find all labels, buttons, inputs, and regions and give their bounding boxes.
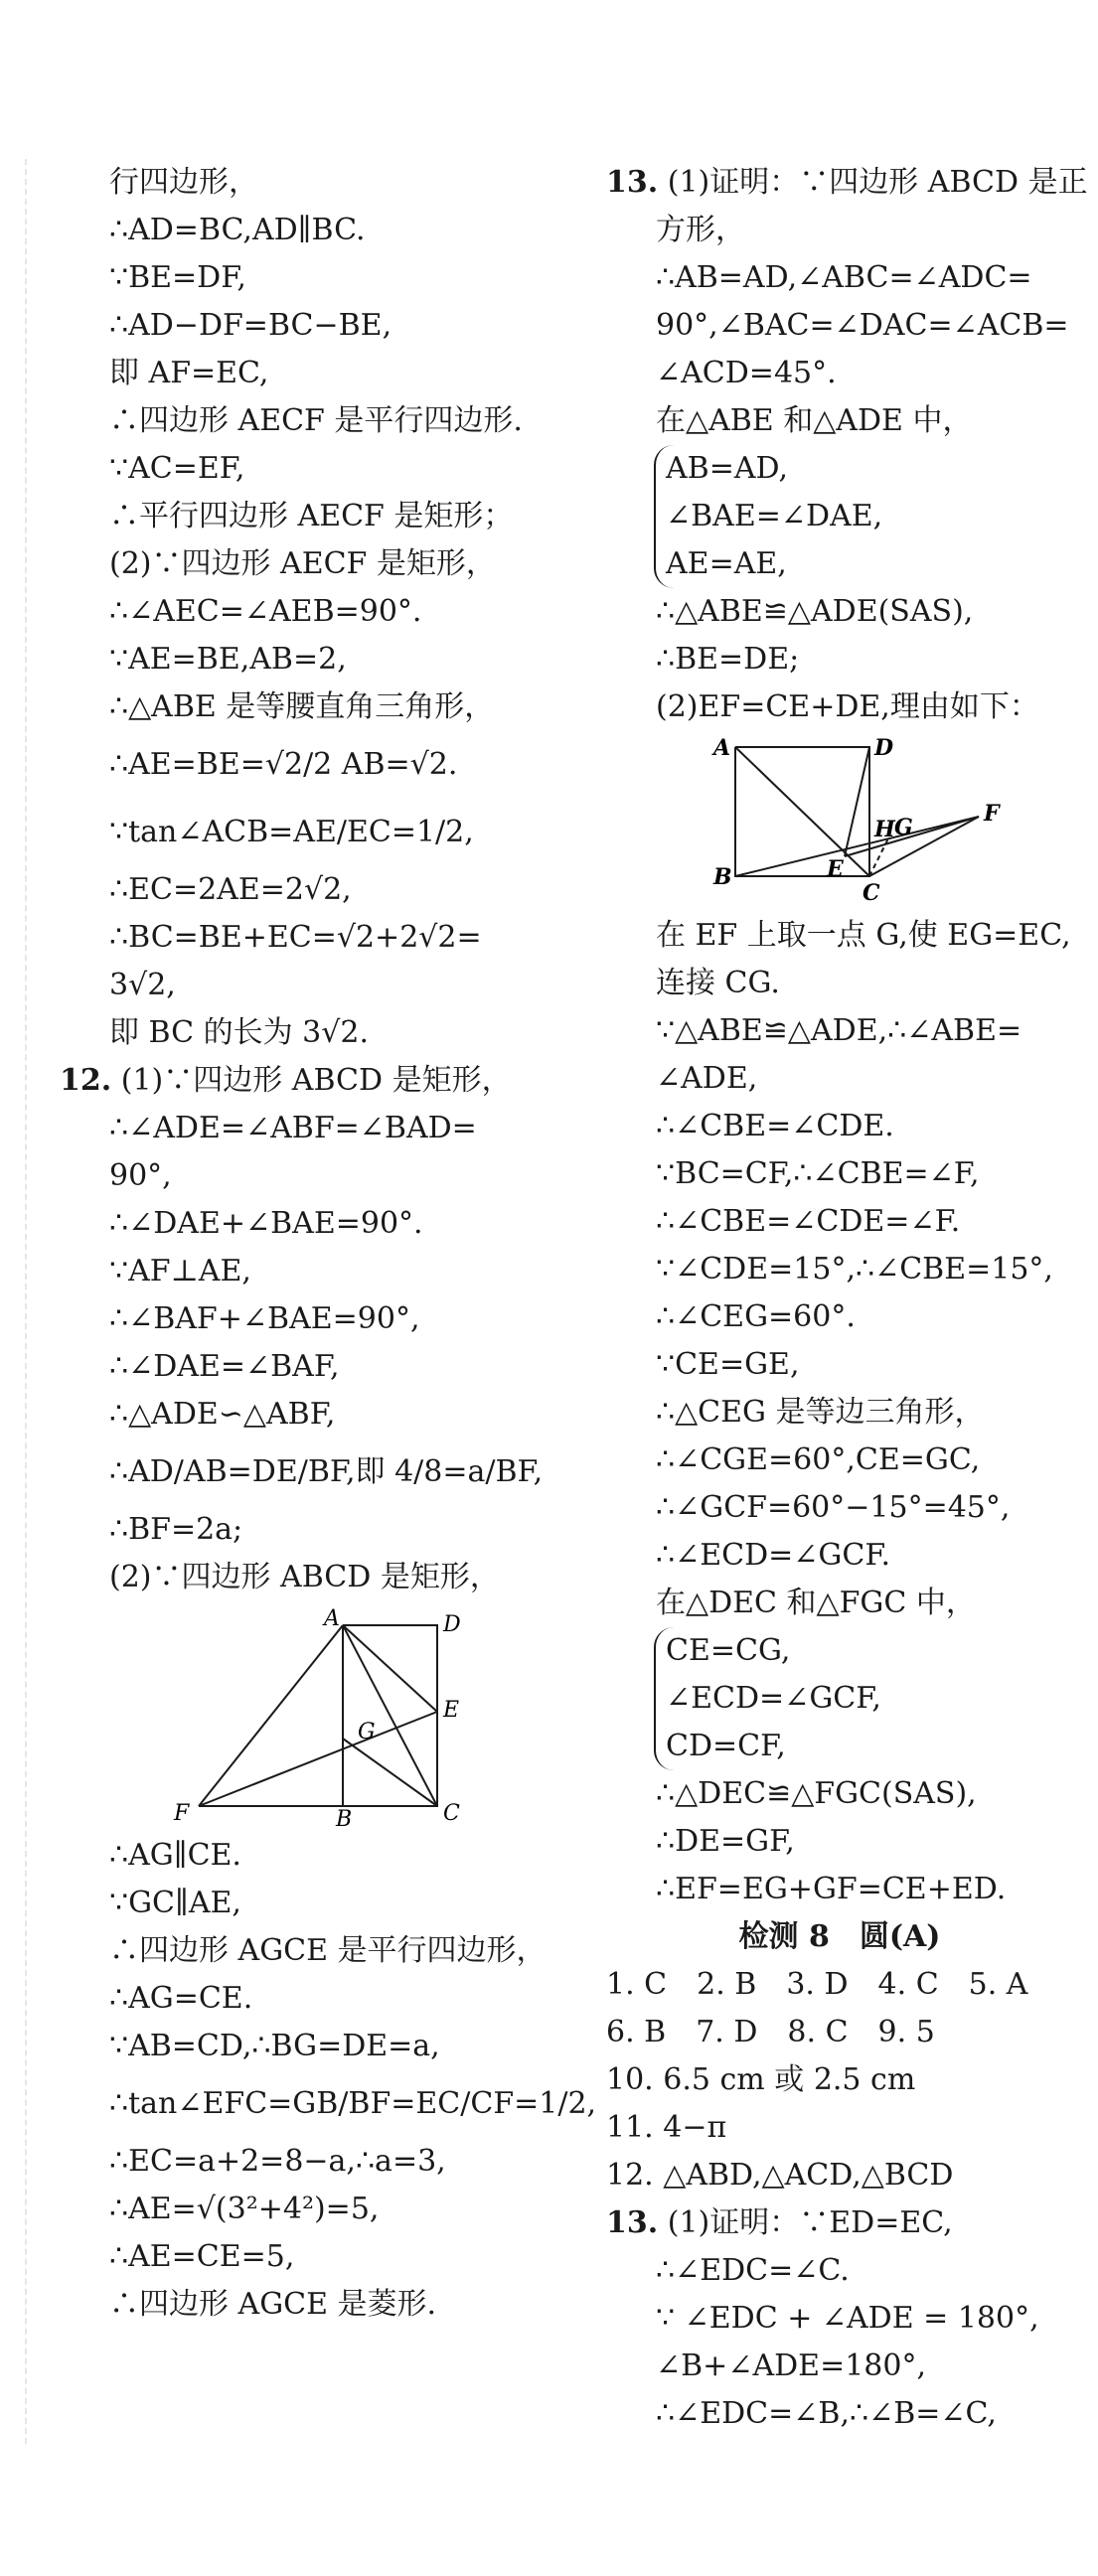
- figure-svg: [60, 1607, 547, 1826]
- text-line: ∴△ABE≌△ADE(SAS),: [656, 594, 974, 629]
- text-line: 90°,∠BAC=∠DAC=∠ACB=: [656, 308, 1069, 343]
- text-line: 在△DEC 和△FGC 中，: [656, 1586, 976, 1620]
- text-line: ∴∠EDC=∠C.: [656, 2253, 850, 2288]
- text-line: ∴平行四边形 AECF 是矩形；: [109, 499, 514, 533]
- text-line: ∴AE=CE=5,: [109, 2239, 295, 2274]
- text-line: 在△ABE 和△ADE 中，: [656, 403, 973, 438]
- text-line: ∠ECD=∠GCF,: [666, 1681, 881, 1716]
- text-line: 即 AF=EC,: [109, 356, 269, 390]
- text-line: ∴∠CBE=∠CDE=∠F.: [656, 1204, 961, 1239]
- label-A: A: [713, 737, 731, 761]
- text-line: 行四边形，: [109, 165, 258, 200]
- text-line: ∵∠CDE=15°,∴∠CBE=15°,: [656, 1252, 1053, 1287]
- text-line: ∴BE=DE;: [656, 642, 800, 677]
- text-line: ∴AG=CE.: [109, 1981, 253, 2016]
- text-line: ∴EF=EG+GF=CE+ED.: [656, 1872, 1007, 1906]
- question-number: 12.: [60, 1063, 112, 1098]
- text-line: 连接 CG.: [656, 966, 780, 1000]
- text-line: ∵GC∥AE,: [109, 1886, 241, 1920]
- text-line: AB=AD,: [666, 451, 789, 486]
- text-line: ∵AC=EF,: [109, 451, 245, 486]
- text-line: ∴AE=BE=√2/2 AB=√2.: [109, 747, 458, 782]
- text-line: ∵AE=BE,AB=2,: [109, 642, 347, 677]
- text-line: ∴BC=BE+EC=√2+2√2=: [109, 920, 482, 955]
- text-line: ∵△ABE≌△ADE,∴∠ABE=: [656, 1013, 1022, 1048]
- label-B: B: [713, 864, 732, 890]
- text-line: ∴∠ECD=∠GCF.: [656, 1538, 891, 1573]
- label-G: G: [358, 1720, 376, 1744]
- text-line: ∴DE=GF,: [656, 1824, 795, 1859]
- geometry-figure-square: [606, 737, 1073, 906]
- answer-line: 6. B 7. D 8. C 9. 5: [606, 2015, 935, 2049]
- question-12: [60, 1057, 547, 1105]
- text-line: ∵ ∠EDC + ∠ADE = 180°,: [656, 2301, 1039, 2336]
- text-line: ∴AB=AD,∠ABC=∠ADC=: [656, 260, 1032, 295]
- text-line: ∴AG∥CE.: [109, 1838, 241, 1873]
- text-line: CD=CF,: [666, 1729, 786, 1763]
- text-line: ∴四边形 AGCE 是菱形.: [109, 2287, 437, 2322]
- question-number: 13.: [606, 165, 659, 200]
- figure-svg: [606, 737, 1073, 906]
- label-C: C: [863, 880, 880, 906]
- text-line: (1)证明：∵四边形 ABCD 是正: [667, 165, 1088, 200]
- question-number: 13.: [606, 2205, 659, 2240]
- question-13-circle: [606, 2199, 1073, 2247]
- text-line: ∴AE=√(3²+4²)=5,: [109, 2192, 380, 2226]
- text-line: ∵AB=CD,∴BG=DE=a,: [109, 2029, 440, 2063]
- condition-brace-2: [654, 1627, 1073, 1770]
- text-line: (1)证明：∵ED=EC,: [667, 2205, 953, 2240]
- binding-margin-line: [25, 159, 27, 2444]
- text-line: ∴EC=a+2=8−a,∴a=3,: [109, 2144, 446, 2179]
- text-line: ∴△CEG 是等边三角形，: [656, 1395, 985, 1430]
- question-13: [606, 159, 1088, 207]
- text-line: ∴tan∠EFC=GB/BF=EC/CF=1/2,: [109, 2086, 597, 2121]
- label-A: A: [324, 1607, 340, 1631]
- label-F: F: [984, 801, 1000, 827]
- label-D: D: [874, 737, 894, 761]
- geometry-figure-rectangle: [60, 1607, 547, 1826]
- text-line: ∴∠AEC=∠AEB=90°.: [109, 594, 422, 629]
- text-line: ∴∠GCF=60°−15°=45°,: [656, 1490, 1011, 1525]
- text-line: ∴△ADE∽△ABF,: [109, 1397, 336, 1432]
- condition-brace-1: [654, 445, 1073, 588]
- text-line: ∵AF⊥AE,: [109, 1254, 251, 1288]
- text-line: ∴∠CEG=60°.: [656, 1299, 856, 1334]
- label-D: D: [443, 1612, 461, 1637]
- label-H: H: [874, 817, 895, 842]
- answer-line: 12. △ABD,△ACD,△BCD: [606, 2158, 954, 2193]
- label-C: C: [443, 1801, 460, 1826]
- text-line: 在 EF 上取一点 G,使 EG=EC,: [656, 918, 1071, 953]
- text-line: ∴△DEC≌△FGC(SAS),: [656, 1776, 977, 1811]
- answer-line: 11. 4−π: [606, 2110, 727, 2145]
- text-line: 即 BC 的长为 3√2.: [109, 1015, 369, 1050]
- label-E: E: [443, 1698, 460, 1723]
- text-line: ∴AD=BC,AD∥BC.: [109, 213, 366, 247]
- text-line: ∴AD/AB=DE/BF,即 4/8=a/BF,: [109, 1454, 544, 1489]
- right-column: [606, 159, 1088, 2438]
- text-line: ∴四边形 AECF 是平行四边形.: [109, 403, 523, 438]
- text-line: ∠BAE=∠DAE,: [666, 499, 883, 533]
- text-line: ∵BC=CF,∴∠CBE=∠F,: [656, 1156, 980, 1191]
- text-line: ∴∠EDC=∠B,∴∠B=∠C,: [656, 2396, 997, 2431]
- text-line: ∴∠BAF+∠BAE=90°,: [109, 1301, 420, 1336]
- text-line: ∴∠ADE=∠ABF=∠BAD=: [109, 1111, 477, 1145]
- text-line: ∴∠DAE+∠BAE=90°.: [109, 1206, 423, 1241]
- text-line: ∴EC=2AE=2√2,: [109, 872, 352, 907]
- text-line: AE=AE,: [666, 546, 787, 581]
- text-line: ∴四边形 AGCE 是平行四边形，: [109, 1933, 547, 1968]
- text-line: ∵BE=DF,: [109, 260, 246, 295]
- text-line: ∠ACD=45°.: [656, 356, 837, 390]
- text-line: ∵tan∠ACB=AE/EC=1/2,: [109, 815, 474, 849]
- text-line: 3√2,: [109, 968, 176, 1002]
- answer-line: 1. C 2. B 3. D 4. C 5. A: [606, 1967, 1028, 2002]
- label-B: B: [336, 1807, 353, 1826]
- section-title: 检测 8 圆(A): [738, 1919, 941, 1954]
- label-F: F: [174, 1801, 190, 1826]
- label-E: E: [827, 856, 844, 882]
- label-G: G: [894, 815, 913, 840]
- text-line: (1)∵四边形 ABCD 是矩形，: [120, 1063, 512, 1098]
- answer-line: 10. 6.5 cm 或 2.5 cm: [606, 2062, 916, 2097]
- text-line: (2)EF=CE+DE,理由如下：: [656, 689, 1039, 724]
- text-line: ∴△ABE 是等腰直角三角形，: [109, 689, 495, 724]
- text-line: (2)∵四边形 AECF 是矩形，: [109, 546, 496, 581]
- text-line: 方形，: [656, 213, 745, 247]
- text-line: ∴∠DAE=∠BAF,: [109, 1349, 340, 1384]
- text-line: ∵CE=GE,: [656, 1347, 800, 1382]
- text-line: ∴BF=2a;: [109, 1512, 243, 1547]
- text-line: CE=CG,: [666, 1633, 791, 1668]
- text-line: (2)∵四边形 ABCD 是矩形，: [109, 1560, 500, 1594]
- text-line: ∴∠CBE=∠CDE.: [656, 1109, 894, 1143]
- text-line: ∴AD−DF=BC−BE,: [109, 308, 392, 343]
- text-line: ∠ADE,: [656, 1061, 758, 1096]
- left-column: [60, 159, 597, 2329]
- text-line: ∴∠CGE=60°,CE=GC,: [656, 1442, 981, 1477]
- text-line: ∠B+∠ADE=180°,: [656, 2349, 927, 2383]
- text-line: 90°,: [109, 1158, 172, 1193]
